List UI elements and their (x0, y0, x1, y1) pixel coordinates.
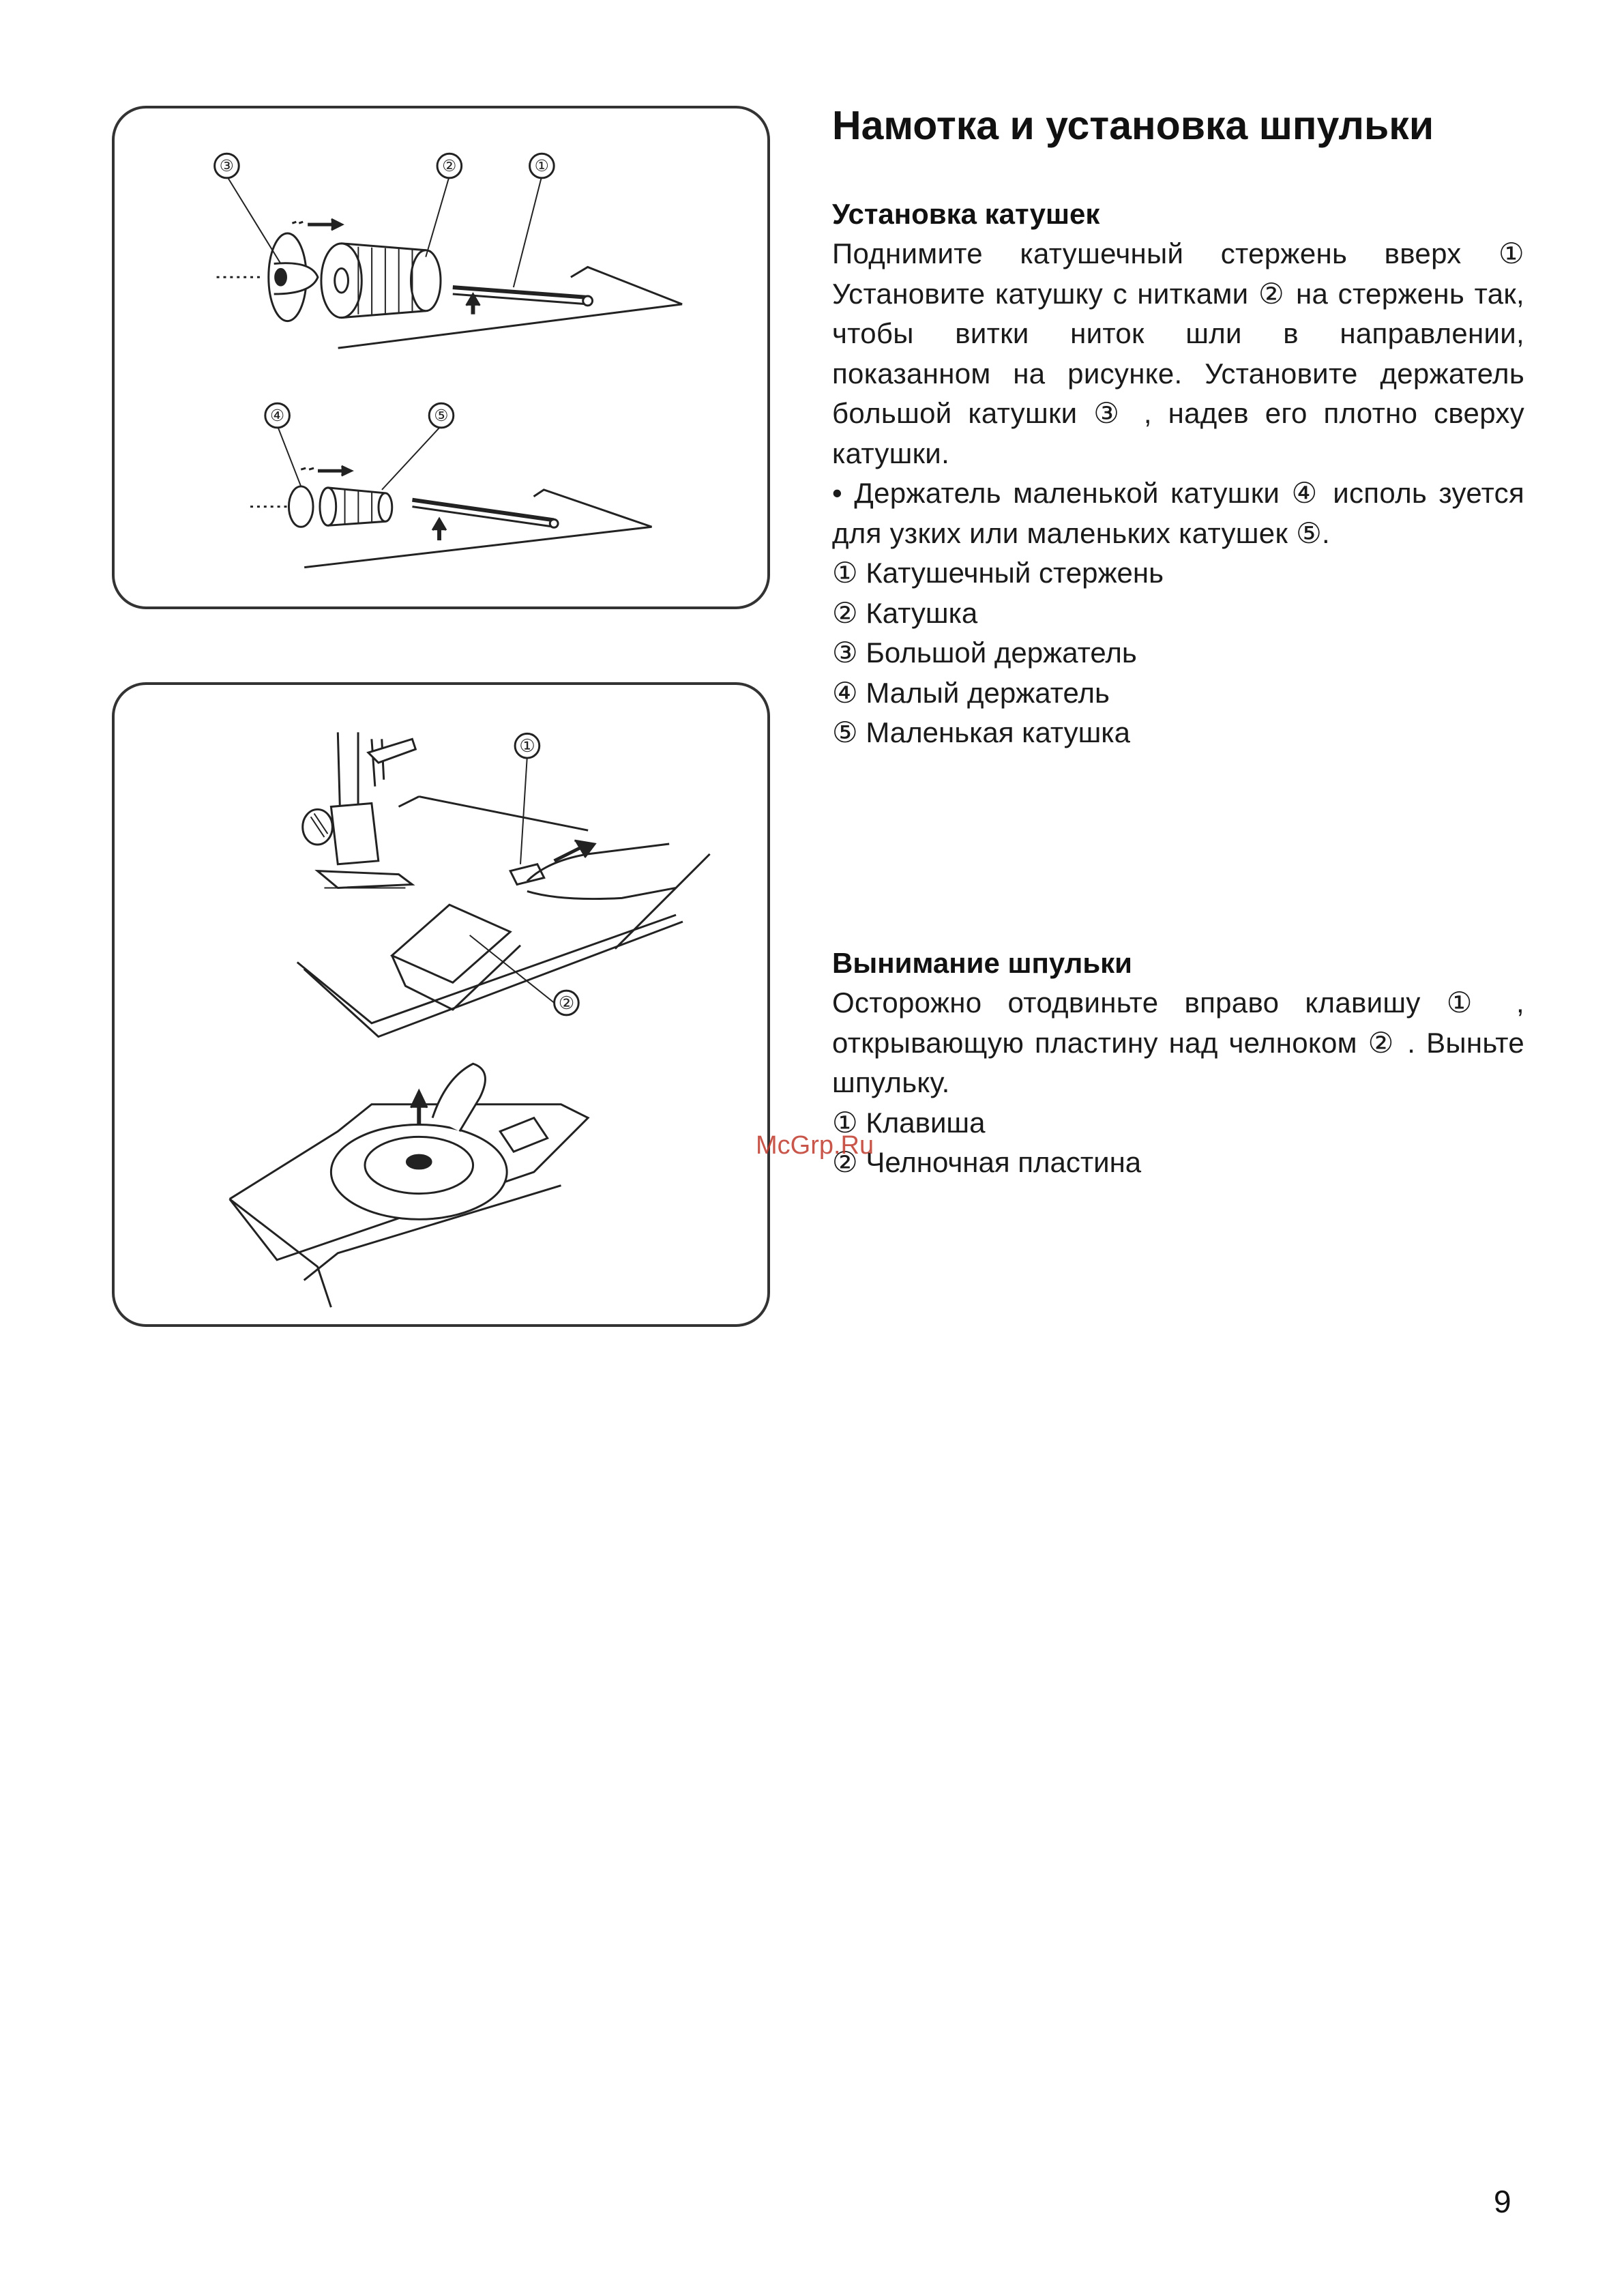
callout-1: ① (534, 157, 550, 175)
legend-item: ② Катушка (832, 596, 978, 629)
callout-5: ⑤ (434, 407, 449, 425)
spool-heading: Установка катушек (832, 198, 1100, 230)
bobbin-paragraph: Осторожно отодвиньте вправо клавишу ① , открывающую пластину над челноком ② . Выньте шпульку. (832, 986, 1524, 1098)
bobbin-section (832, 943, 1524, 1183)
spool-illustration (112, 106, 770, 609)
legend-item: ① Катушечный стержень (832, 557, 1164, 589)
callout-button-1: ① (519, 737, 535, 757)
callout-2: ② (442, 157, 457, 175)
legend-item: ③ Большой держатель (832, 637, 1137, 669)
legend-item: ④ Малый держатель (832, 676, 1110, 709)
legend-item: ① Клавиша (832, 1106, 986, 1139)
bobbin-legend (832, 1103, 1524, 1183)
bobbin-illustration (112, 682, 770, 1327)
page-title: Намотка и установка шпульки (832, 103, 1434, 148)
page-number: 9 (1494, 2184, 1511, 2219)
legend-item: ⑤ Маленькая катушка (832, 716, 1130, 748)
spool-bullet: • Держатель маленькой катушки ④ исполь зуется для узких или маленьких катушек ⑤. (832, 477, 1524, 549)
spool-legend (832, 553, 1524, 753)
callout-3: ③ (219, 157, 235, 175)
spool-paragraph: Поднимите катушечный стержень вверх ① Установите катушку с нитками ② на стержень так, чтобы витки ниток шли в направлении, показанном на рисунке. Установите держатель большой катушки ③ , надев его плотно сверху катушки. (832, 237, 1524, 469)
watermark: McGrp.Ru (756, 1131, 874, 1160)
bobbin-heading: Вынимание шпульки (832, 947, 1132, 979)
callout-plate-2: ② (558, 993, 574, 1013)
spool-section (832, 194, 1524, 753)
callout-4: ④ (269, 407, 285, 425)
legend-item: ② Челночная пластина (832, 1146, 1142, 1178)
